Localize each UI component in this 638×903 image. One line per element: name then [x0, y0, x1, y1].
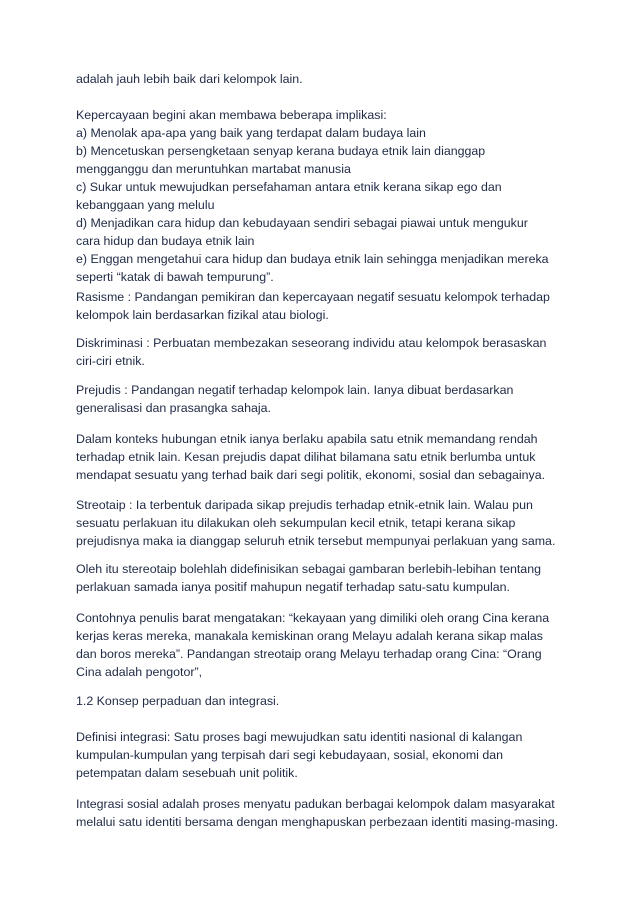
text-line: perlakuan samada ianya positif mahupun negatif terhadap satu-satu kumpulan.: [76, 580, 510, 594]
text-line: Kepercayaan begini akan membawa beberapa implikasi:: [76, 108, 387, 122]
paragraph-intro: [76, 70, 576, 88]
text-line: kebanggaan yang melulu: [76, 198, 215, 212]
text-line: 1.2 Konsep perpaduan dan integrasi.: [76, 694, 280, 708]
text-line: mengganggu dan meruntuhkan martabat manusia: [76, 162, 351, 176]
text-line: adalah jauh lebih baik dari kelompok lain.: [76, 72, 303, 86]
text-line: Definisi integrasi: Satu proses bagi mewujudkan satu identiti nasional di kalangan: [76, 730, 523, 744]
paragraph-stereotaip-definisi: [76, 560, 576, 596]
list-item: c) Sukar untuk mewujudkan persefahaman antara etnik kerana sikap ego dan: [76, 180, 502, 194]
paragraph-rasisme: [76, 288, 576, 324]
text-line: kumpulan-kumpulan yang terpisah dari segi kebudayaan, sosial, ekonomi dan: [76, 748, 504, 762]
paragraph-integrasi-sosial: [76, 795, 576, 831]
paragraph-implications: [76, 106, 576, 286]
text-line: mendapat sesuatu yang terhad baik dari segi politik, ekonomi, sosial dan sebagainya.: [76, 468, 546, 482]
text-line: generalisasi dan prasangka sahaja.: [76, 401, 271, 415]
text-line: petempatan dalam sesebuah unit politik.: [76, 766, 298, 780]
text-line: Prejudis : Pandangan negatif terhadap kelompok lain. Ianya dibuat berdasarkan: [76, 383, 514, 397]
text-line: Contohnya penulis barat mengatakan: “kekayaan yang dimiliki oleh orang Cina kerana: [76, 611, 550, 625]
list-item: e) Enggan mengetahui cara hidup dan budaya etnik lain sehingga menjadikan mereka: [76, 252, 549, 266]
text-line: Integrasi sosial adalah proses menyatu padukan berbagai kelompok dalam masyarakat: [76, 797, 555, 811]
paragraph-definisi-integrasi: [76, 728, 576, 782]
text-line: Rasisme : Pandangan pemikiran dan kepercayaan negatif sesuatu kelompok terhadap: [76, 290, 550, 304]
list-item: b) Mencetuskan persengketaan senyap kerana budaya etnik lain dianggap: [76, 144, 486, 158]
paragraph-konteks: [76, 430, 576, 484]
text-line: ciri-ciri etnik.: [76, 354, 145, 368]
text-line: Oleh itu stereotaip bolehlah didefinisikan sebagai gambaran berlebih-lebihan tentang: [76, 562, 541, 576]
text-line: Dalam konteks hubungan etnik ianya berlaku apabila satu etnik memandang rendah: [76, 432, 538, 446]
text-line: Diskriminasi : Perbuatan membezakan seseorang individu atau kelompok berasaskan: [76, 336, 547, 350]
text-line: terhadap etnik lain. Kesan prejudis dapat dilihat bilamana satu etnik berlumba untuk: [76, 450, 536, 464]
text-line: cara hidup dan budaya etnik lain: [76, 234, 255, 248]
text-line: prejudisnya maka ia dianggap seluruh etnik tersebut mempunyai perlakuan yang sama.: [76, 534, 556, 548]
text-line: seperti “katak di bawah tempurung”.: [76, 270, 274, 284]
text-line: sesuatu perlakuan itu dilakukan oleh sekumpulan kecil etnik, tetapi kerana sikap: [76, 516, 516, 530]
text-line: kelompok lain berdasarkan fizikal atau biologi.: [76, 308, 329, 322]
list-item: a) Menolak apa-apa yang baik yang terdapat dalam budaya lain: [76, 126, 426, 140]
list-item: d) Menjadikan cara hidup dan kebudayaan sendiri sebagai piawai untuk mengukur: [76, 216, 528, 230]
text-line: Streotaip : Ia terbentuk daripada sikap prejudis terhadap etnik-etnik lain. Walau pun: [76, 498, 533, 512]
text-line: Cina adalah pengotor”,: [76, 665, 203, 679]
text-line: kerjas keras mereka, manakala kemiskinan orang Melayu adalah kerana sikap malas: [76, 629, 543, 643]
paragraph-contohnya: [76, 609, 576, 681]
paragraph-prejudis: [76, 381, 576, 417]
paragraph-streotaip: [76, 496, 576, 550]
section-heading: [76, 692, 576, 710]
text-line: melalui satu identiti bersama dengan menghapuskan perbezaan identiti masing-masing.: [76, 815, 559, 829]
paragraph-diskriminasi: [76, 334, 576, 370]
text-line: dan boros mereka”. Pandangan streotaip orang Melayu terhadap orang Cina: “Orang: [76, 647, 542, 661]
